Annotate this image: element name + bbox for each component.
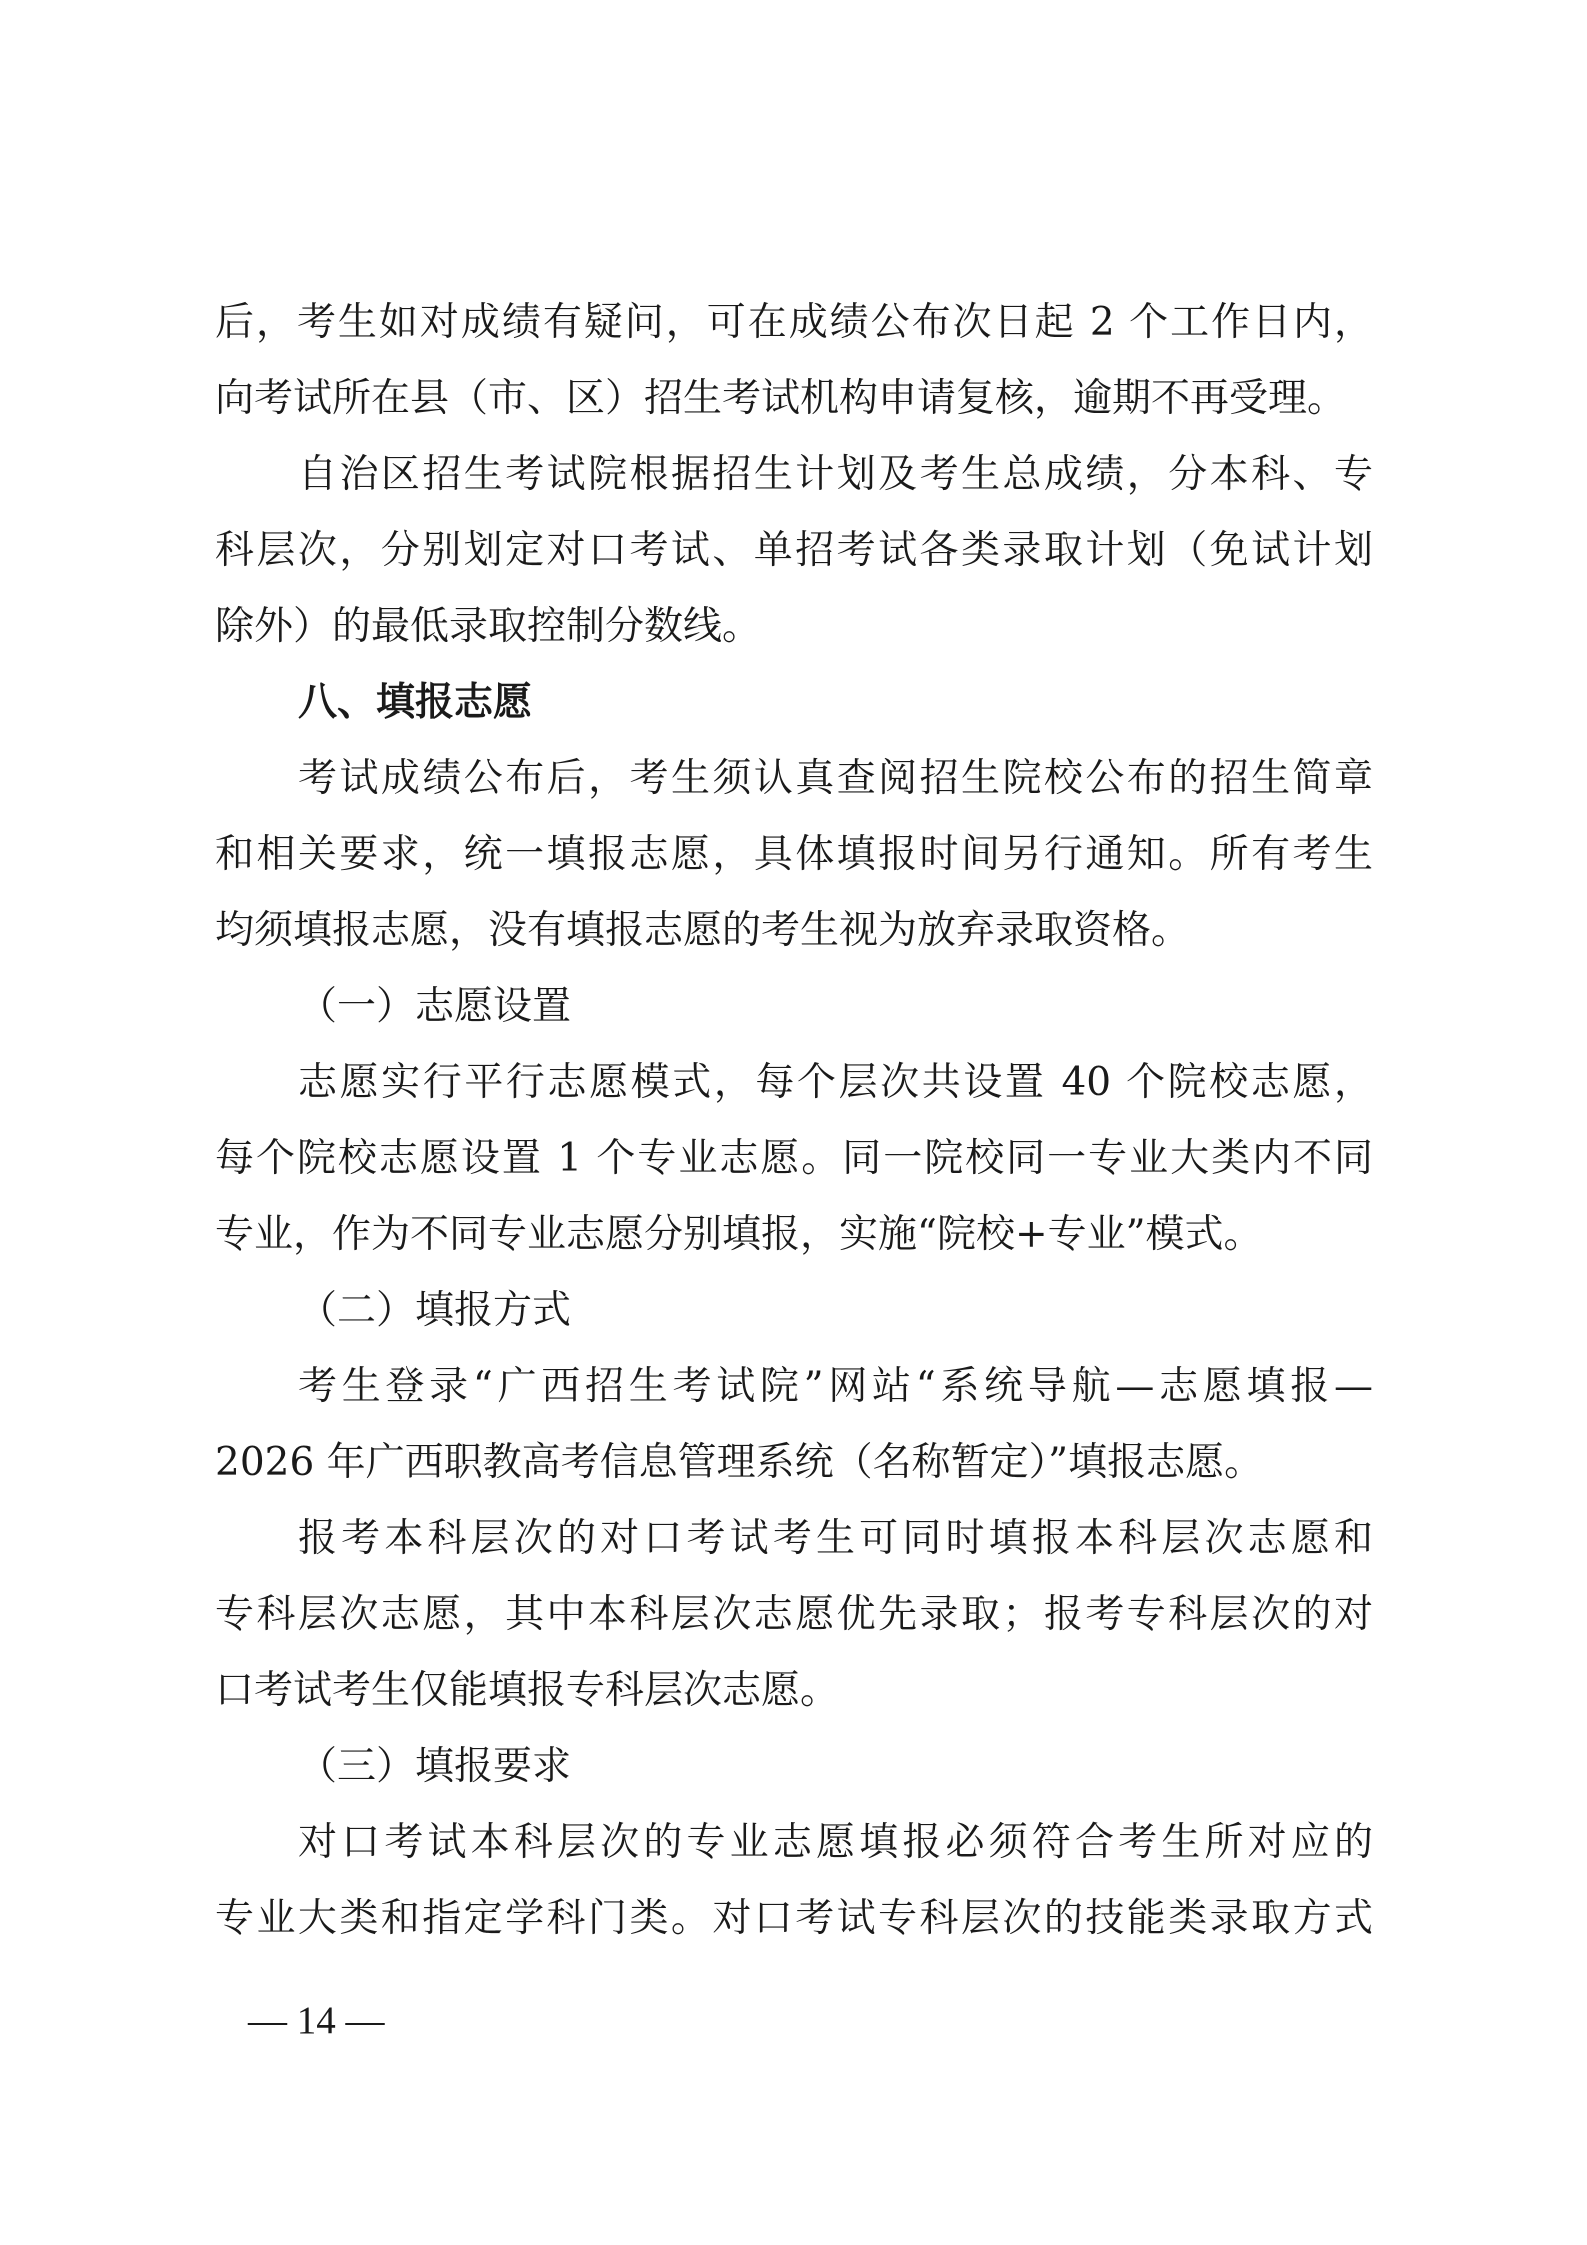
paragraph-line: 除外）的最低录取控制分数线。 bbox=[215, 604, 762, 649]
subsection-heading: （二）填报方式 bbox=[298, 1288, 572, 1333]
page-number: — 14 — bbox=[248, 1999, 385, 2042]
subsection-heading: （一）志愿设置 bbox=[298, 984, 572, 1029]
subsection-heading: （三）填报要求 bbox=[298, 1744, 572, 1789]
paragraph-line: 专业，作为不同专业志愿分别填报，实施“院校+专业”模式。 bbox=[215, 1212, 1263, 1257]
paragraph-line: 均须填报志愿，没有填报志愿的考生视为放弃录取资格。 bbox=[215, 908, 1191, 953]
paragraph-line: 自治区招生考试院根据招生计划及考生总成绩，分本科、专 bbox=[298, 452, 1373, 497]
paragraph-line: 考生登录“广西招生考试院”网站“系统导航—志愿填报— bbox=[298, 1364, 1373, 1409]
paragraph-line: 考试成绩公布后，考生须认真查阅招生院校公布的招生简章 bbox=[298, 756, 1373, 801]
paragraph-line: 志愿实行平行志愿模式，每个层次共设置 40 个院校志愿， bbox=[298, 1060, 1373, 1105]
paragraph-line: 和相关要求，统一填报志愿，具体填报时间另行通知。所有考生 bbox=[215, 832, 1373, 877]
paragraph-line: 口考试考生仅能填报专科层次志愿。 bbox=[215, 1668, 840, 1713]
paragraph-line: 后，考生如对成绩有疑问，可在成绩公布次日起 2 个工作日内， bbox=[215, 300, 1373, 345]
paragraph-line: 科层次，分别划定对口考试、单招考试各类录取计划（免试计划 bbox=[215, 528, 1373, 573]
section-heading: 八、填报志愿 bbox=[298, 680, 533, 725]
paragraph-line: 报考本科层次的对口考试考生可同时填报本科层次志愿和 bbox=[298, 1516, 1373, 1561]
paragraph-line: 对口考试本科层次的专业志愿填报必须符合考生所对应的 bbox=[298, 1820, 1373, 1865]
paragraph-line: 每个院校志愿设置 1 个专业志愿。同一院校同一专业大类内不同 bbox=[215, 1136, 1373, 1181]
paragraph-line: 2026 年广西职教高考信息管理系统（名称暂定）”填报志愿。 bbox=[215, 1440, 1264, 1485]
paragraph-line: 专科层次志愿，其中本科层次志愿优先录取；报考专科层次的对 bbox=[215, 1592, 1373, 1637]
paragraph-line: 向考试所在县（市、区）招生考试机构申请复核，逾期不再受理。 bbox=[215, 376, 1347, 421]
paragraph-line: 专业大类和指定学科门类。对口考试专科层次的技能类录取方式 bbox=[215, 1896, 1373, 1941]
